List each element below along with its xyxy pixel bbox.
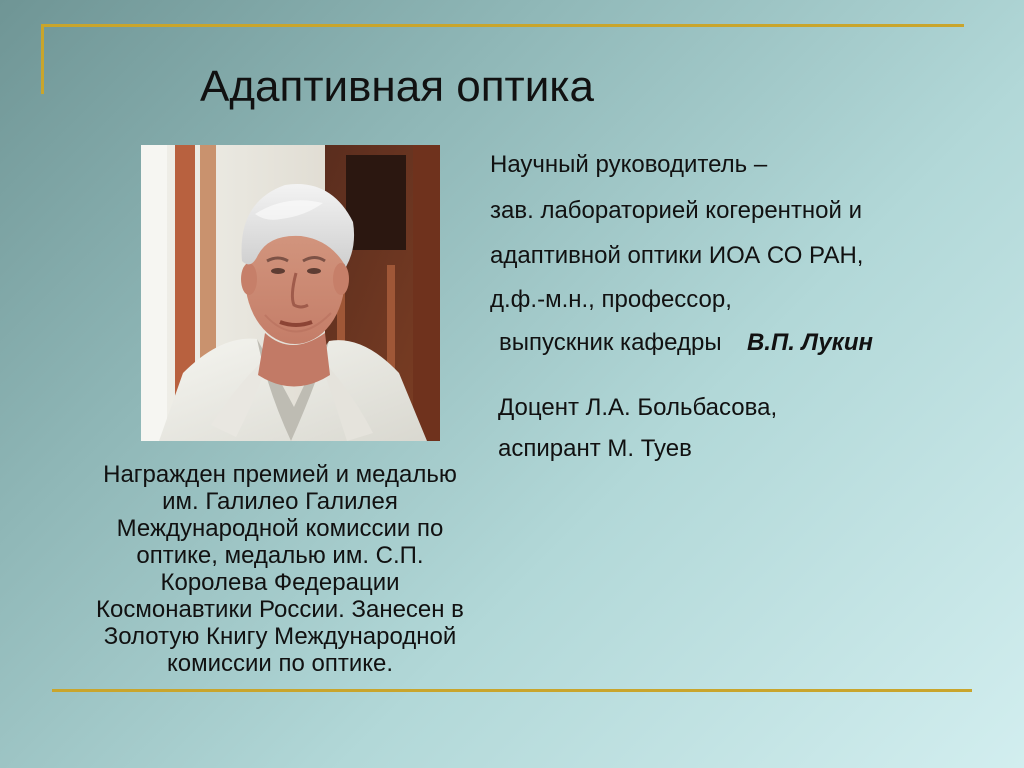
award-line-1: Награжден премией и медалью xyxy=(103,461,457,488)
supervisor-line-3: адаптивной оптики ИОА СО РАН, xyxy=(490,242,864,269)
portrait-illustration xyxy=(141,145,440,441)
portrait-photo xyxy=(141,145,440,441)
supervisor-line-5 xyxy=(499,329,873,357)
supervisor-line-1: Научный руководитель – xyxy=(490,151,768,178)
award-line-8: комиссии по оптике. xyxy=(166,650,394,677)
award-line-4: оптике, медалью им. С.П. xyxy=(136,542,424,569)
supervisor-line-4: д.ф.-м.н., профессор, xyxy=(490,286,732,313)
docent-line: Доцент Л.А. Больбасова, xyxy=(498,394,778,421)
award-text xyxy=(46,461,514,677)
top-frame-line xyxy=(42,24,964,27)
slide-title: Адаптивная оптика xyxy=(200,62,594,111)
supervisor-line-2: зав. лабораторией когерентной и xyxy=(490,197,863,224)
bottom-frame-line xyxy=(52,689,972,692)
graduate-label: выпускник кафедры xyxy=(499,329,722,356)
award-line-2: им. Галилео Галилея xyxy=(162,488,398,515)
supervisor-name: В.П. Лукин xyxy=(746,329,873,356)
award-line-5: Королева Федерации xyxy=(160,569,400,596)
award-line-7: Золотую Книгу Международной xyxy=(103,623,457,650)
left-frame-line xyxy=(41,24,44,94)
award-line-6: Космонавтики России. Занесен в xyxy=(96,596,464,623)
award-line-3: Международной комиссии по xyxy=(116,515,444,542)
aspirant-line: аспирант М. Туев xyxy=(498,435,692,462)
